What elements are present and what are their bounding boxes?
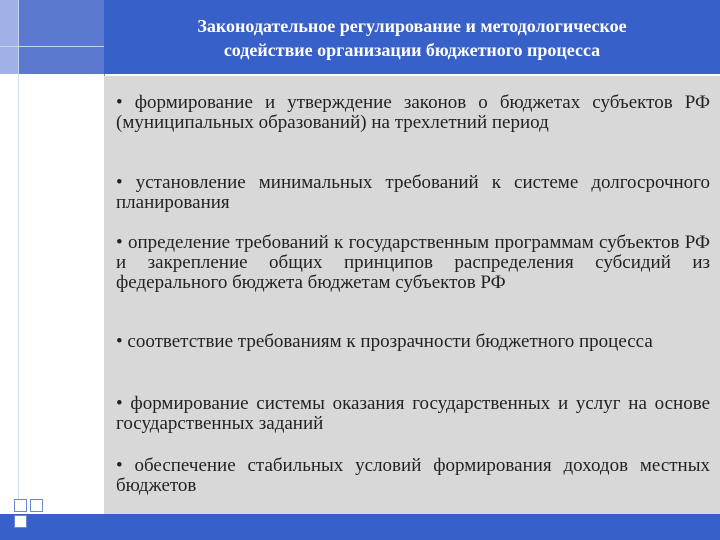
left-column [0, 74, 104, 510]
bullet-icon: • [116, 232, 123, 253]
squares-logo-icon [10, 497, 50, 533]
left-top-decoration [0, 0, 104, 74]
slide-title-line-2: содействие организации бюджетного процесса [223, 40, 601, 60]
list-item-text: определение требований к государственным программам субъектов РФ и закрепление общих принципов распределения субсидий из федерального бюджета бюджетам субъектов РФ [116, 232, 710, 293]
list-item [116, 233, 710, 293]
content-box [104, 76, 720, 514]
list-item [116, 93, 710, 133]
list-item [116, 332, 710, 352]
list-item-text: установление минимальных требований к системе долгосрочного планирования [116, 172, 710, 213]
bullet-icon: • [116, 455, 123, 476]
bullet-icon: • [116, 331, 123, 352]
bullet-icon: • [116, 172, 123, 193]
bullet-icon: • [116, 393, 123, 414]
slide-title [114, 14, 710, 62]
bottom-bar [104, 514, 720, 540]
list-item-text: обеспечение стабильных условий формирования доходов местных бюджетов [116, 455, 710, 496]
slide-header [104, 0, 720, 74]
list-item [116, 394, 710, 434]
list-item [116, 456, 710, 496]
bullet-icon: • [116, 92, 123, 113]
list-item-text: формирование системы оказания государственных и услуг на основе государственных заданий [116, 393, 711, 434]
list-item [116, 173, 710, 213]
list-item-text: формирование и утверждение законов о бюджетах субъектов РФ (муниципальных образований) на трехлетний период [116, 92, 710, 133]
list-item-text: соответствие требованиям к прозрачности бюджетного процесса [127, 331, 653, 352]
slide-title-line-1: Законодательное регулирование и методологическое [197, 16, 627, 36]
